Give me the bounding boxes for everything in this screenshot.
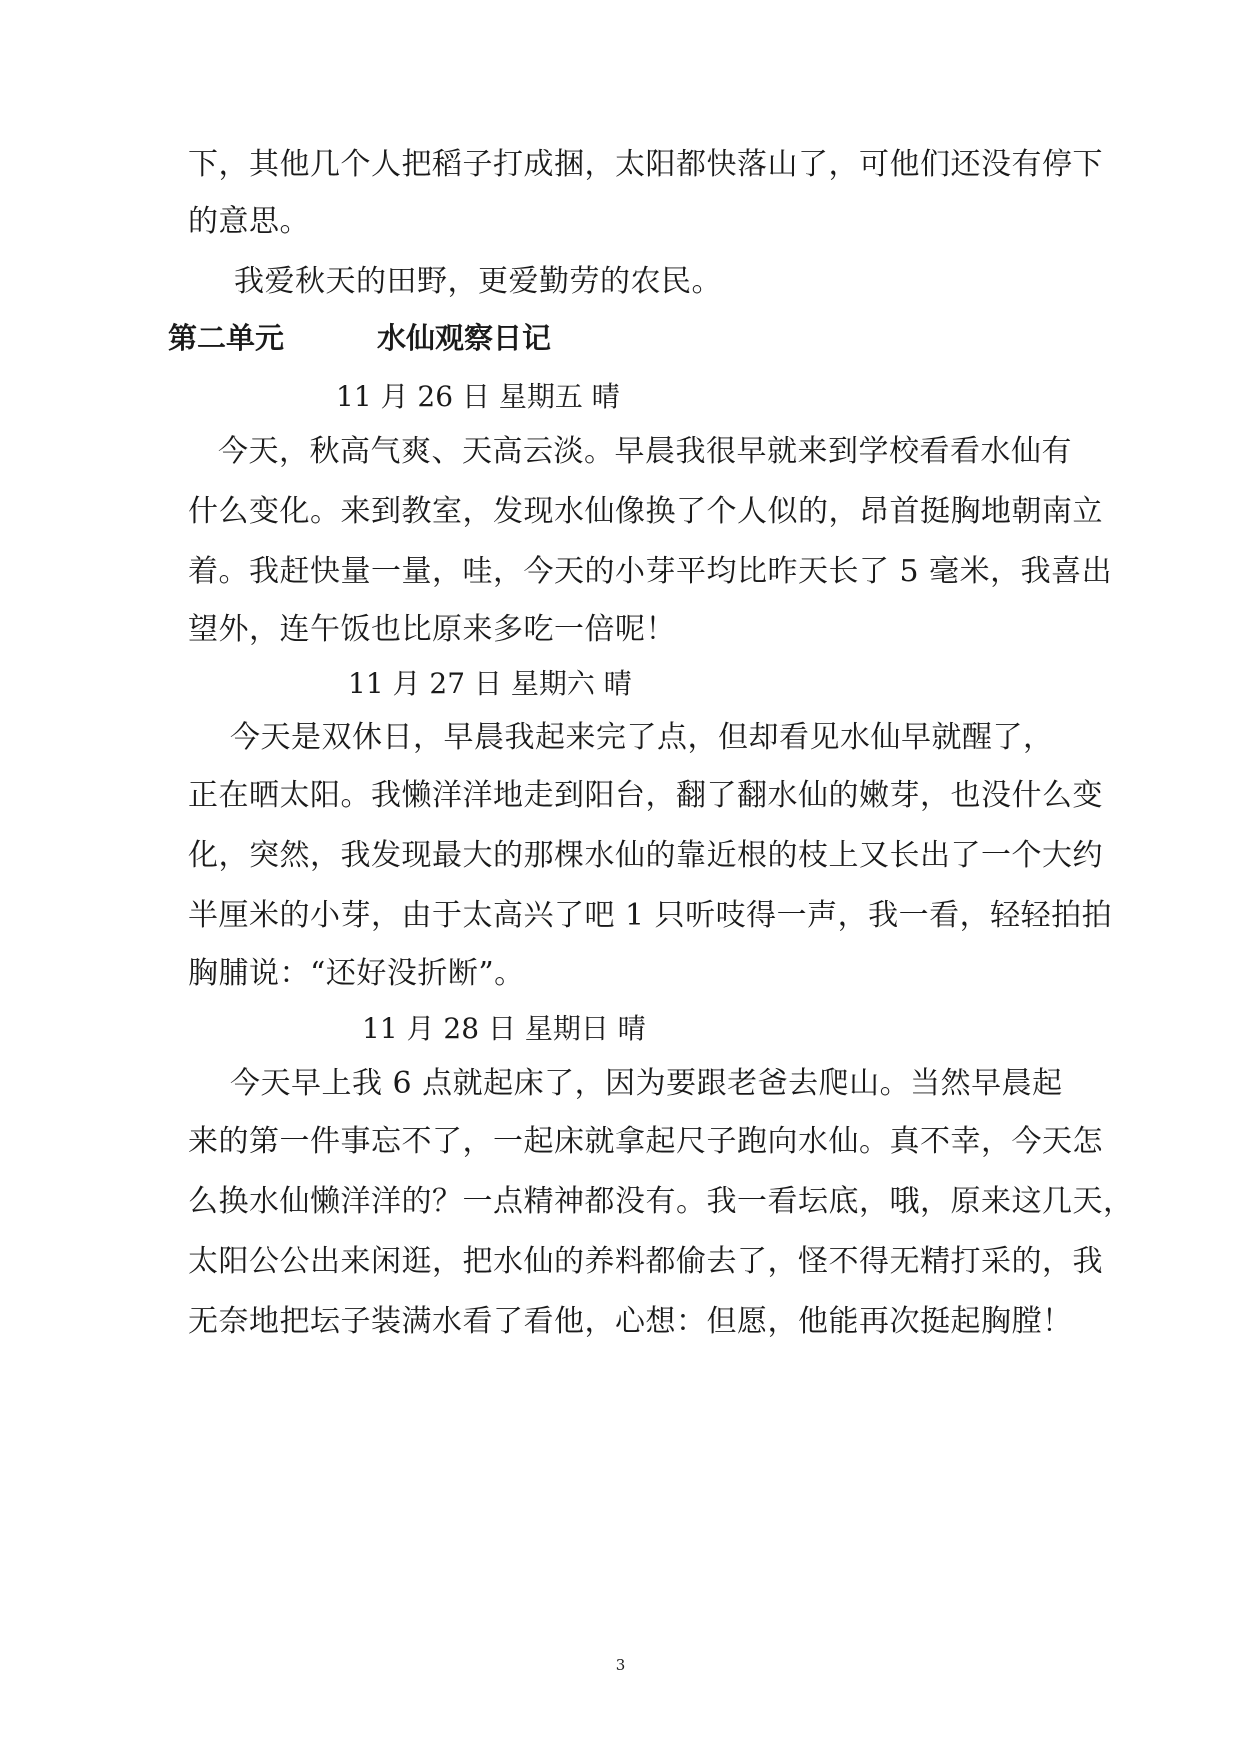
entry-line: 着。我赶快量一量，哇，今天的小芽平均比昨天长了 5 毫米，我喜出 xyxy=(188,554,1113,589)
entry-line: 什么变化。来到教室，发现水仙像换了个人似的，昂首挺胸地朝南立 xyxy=(188,494,1103,529)
entry-line: 半厘米的小芽，由于太高兴了吧 1 只听吱得一声，我一看，轻轻拍拍 xyxy=(188,898,1113,933)
entry-line: 么换水仙懒洋洋的？一点精神都没有。我一看坛底，哦，原来这几天， xyxy=(188,1184,1134,1219)
entry-date: 11 月 26 日 星期五 晴 xyxy=(336,380,620,413)
entry-line: 今天，秋高气爽、天高云淡。早晨我很早就来到学校看看水仙有 xyxy=(218,434,1072,469)
entry-line: 来的第一件事忘不了，一起床就拿起尺子跑向水仙。真不幸，今天怎 xyxy=(188,1124,1103,1159)
intro-closing: 我爱秋天的田野，更爱勤劳的农民。 xyxy=(234,264,722,299)
entry-line: 今天是双休日，早晨我起来完了点，但却看见水仙早就醒了， xyxy=(230,720,1054,755)
entry-date: 11 月 27 日 星期六 晴 xyxy=(348,667,632,700)
intro-line-1: 下，其他几个人把稻子打成捆，太阳都快落山了，可他们还没有停下 xyxy=(188,147,1103,182)
page-number: 3 xyxy=(615,1656,626,1674)
entry-line: 太阳公公出来闲逛，把水仙的养料都偷去了，怪不得无精打采的，我 xyxy=(188,1244,1103,1279)
entry-line: 无奈地把坛子装满水看了看他，心想：但愿，他能再次挺起胸膛！ xyxy=(188,1304,1073,1339)
entry-line: 望外，连午饭也比原来多吃一倍呢！ xyxy=(188,612,676,647)
intro-line-2: 的意思。 xyxy=(188,204,310,239)
unit-label: 第二单元 xyxy=(168,321,285,355)
section-title: 水仙观察日记 xyxy=(377,321,552,355)
entry-line: 化，突然，我发现最大的那棵水仙的靠近根的枝上又长出了一个大约 xyxy=(188,838,1103,873)
entry-line: 正在晒太阳。我懒洋洋地走到阳台，翻了翻水仙的嫩芽，也没什么变 xyxy=(188,778,1103,813)
entry-date: 11 月 28 日 星期日 晴 xyxy=(362,1012,646,1045)
entry-line: 胸脯说：“还好没折断”。 xyxy=(188,956,525,991)
entry-line: 今天早上我 6 点就起床了，因为要跟老爸去爬山。当然早晨起 xyxy=(230,1066,1063,1101)
